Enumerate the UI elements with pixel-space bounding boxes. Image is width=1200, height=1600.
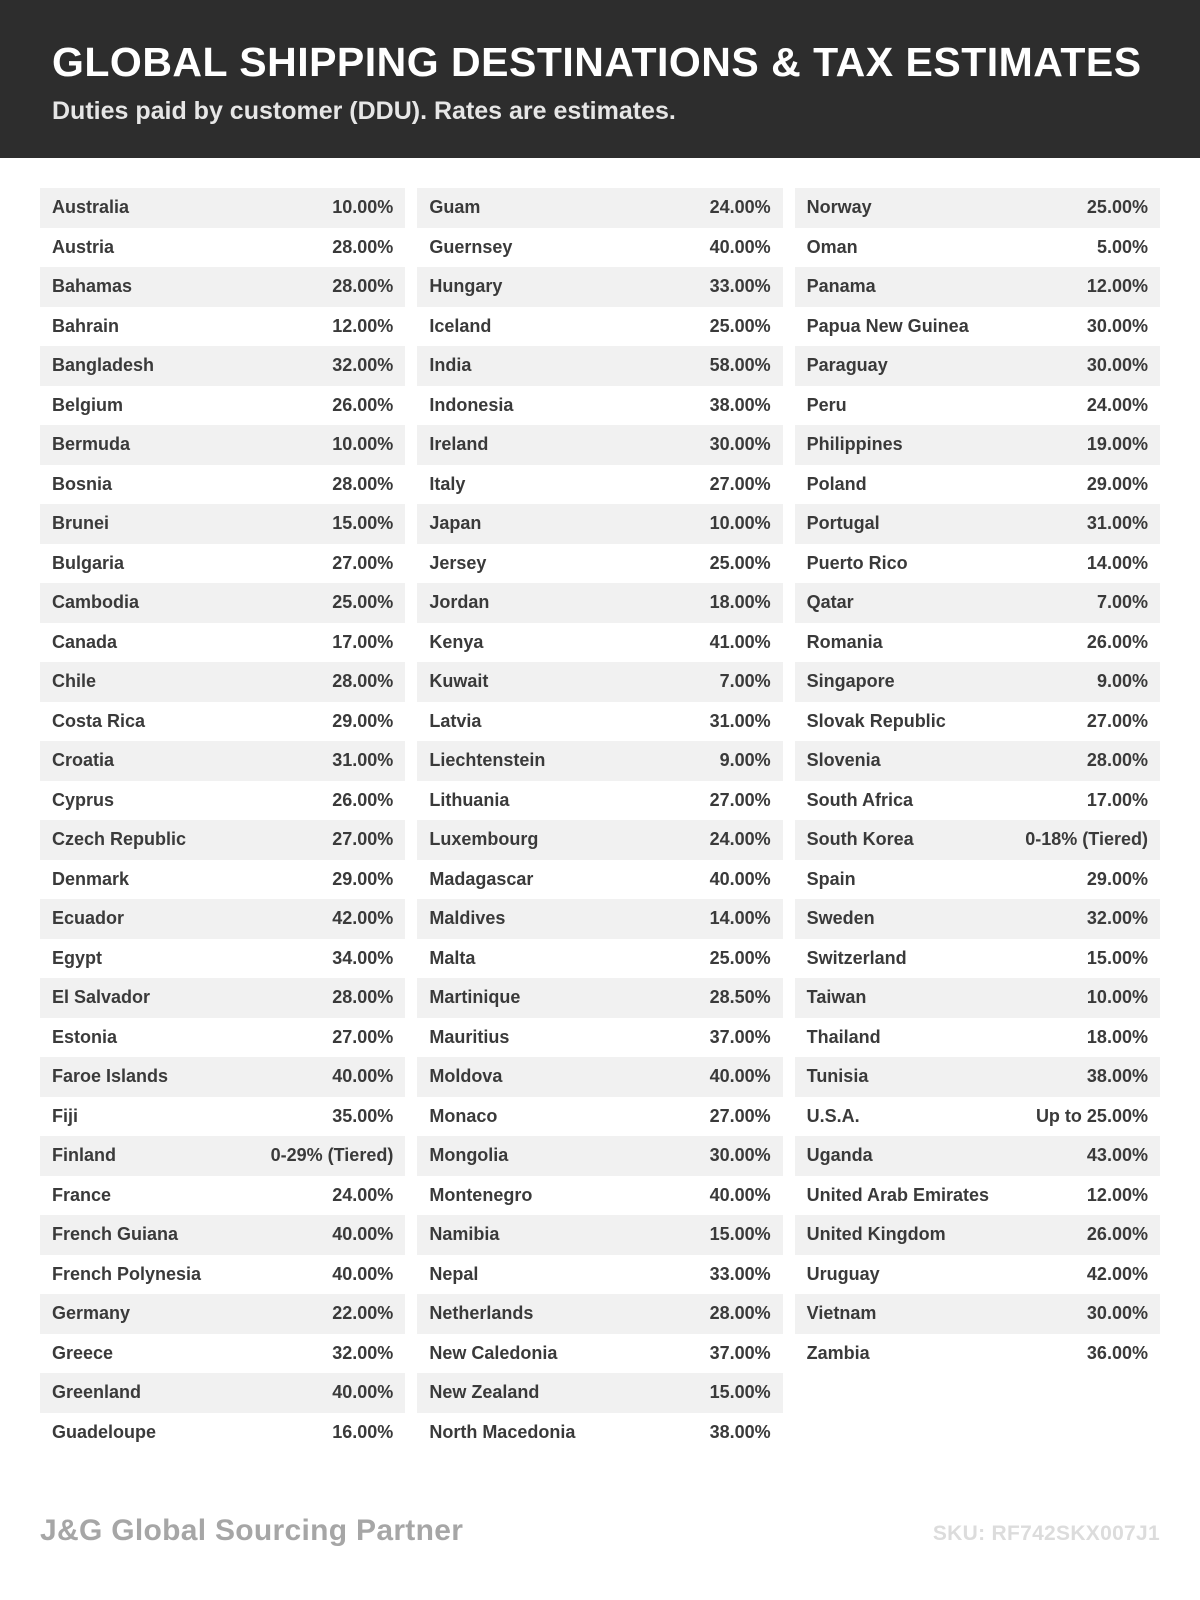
tax-rate: 0-18% (Tiered) bbox=[1025, 829, 1148, 850]
country-name: Canada bbox=[52, 631, 118, 652]
country-name: Croatia bbox=[52, 750, 115, 771]
tax-rate: 30.00% bbox=[1086, 315, 1148, 336]
tax-rate: 18.00% bbox=[1086, 1026, 1148, 1047]
table-row bbox=[795, 504, 1160, 544]
rate-column bbox=[417, 188, 782, 1452]
country-name: Slovenia bbox=[806, 750, 881, 771]
table-row bbox=[795, 662, 1160, 702]
tax-rate: 29.00% bbox=[332, 868, 394, 889]
country-name: Romania bbox=[806, 631, 883, 652]
table-row bbox=[40, 504, 405, 544]
table-row bbox=[417, 741, 782, 781]
country-name: Italy bbox=[429, 473, 466, 494]
country-name: Hungary bbox=[429, 276, 503, 297]
tax-rate: 7.00% bbox=[1096, 592, 1148, 613]
country-name: Namibia bbox=[429, 1224, 500, 1245]
tax-rate: 37.00% bbox=[709, 1026, 771, 1047]
tax-rate: 27.00% bbox=[709, 1105, 771, 1126]
country-name: Guam bbox=[429, 197, 481, 218]
tax-rate: 40.00% bbox=[332, 1263, 394, 1284]
country-name: Faroe Islands bbox=[52, 1066, 169, 1087]
table-row bbox=[417, 623, 782, 663]
country-name: Slovak Republic bbox=[806, 710, 946, 731]
country-name: New Caledonia bbox=[429, 1342, 558, 1363]
country-name: Montenegro bbox=[429, 1184, 533, 1205]
table-row bbox=[40, 662, 405, 702]
country-name: Oman bbox=[806, 236, 858, 257]
tax-rate: 40.00% bbox=[709, 868, 771, 889]
tax-rate: 15.00% bbox=[332, 513, 394, 534]
table-row bbox=[417, 544, 782, 584]
tax-rate: Up to 25.00% bbox=[1035, 1105, 1148, 1126]
table-row bbox=[417, 820, 782, 860]
table-row bbox=[795, 899, 1160, 939]
table-row bbox=[40, 1057, 405, 1097]
table-row bbox=[795, 978, 1160, 1018]
tax-rate: 24.00% bbox=[332, 1184, 394, 1205]
table-row bbox=[40, 267, 405, 307]
table-row bbox=[40, 583, 405, 623]
tax-rate: 42.00% bbox=[1086, 1263, 1148, 1284]
country-name: Malta bbox=[429, 947, 476, 968]
tax-rate: 28.00% bbox=[1086, 750, 1148, 771]
tax-rate: 27.00% bbox=[709, 473, 771, 494]
country-name: Panama bbox=[806, 276, 876, 297]
country-name: French Guiana bbox=[52, 1224, 179, 1245]
tax-rate: 40.00% bbox=[332, 1224, 394, 1245]
tax-rate: 41.00% bbox=[709, 631, 771, 652]
table-row bbox=[417, 781, 782, 821]
table-row bbox=[417, 188, 782, 228]
tax-rate: 33.00% bbox=[709, 1263, 771, 1284]
country-name: Uganda bbox=[806, 1145, 873, 1166]
table-row bbox=[40, 1373, 405, 1413]
country-name: Finland bbox=[52, 1145, 116, 1166]
table-row bbox=[795, 702, 1160, 742]
table-row bbox=[795, 228, 1160, 268]
page-subtitle: Duties paid by customer (DDU). Rates are estimates. bbox=[52, 97, 676, 126]
tax-rate: 26.00% bbox=[332, 394, 394, 415]
tax-rate: 12.00% bbox=[1086, 276, 1148, 297]
table-row bbox=[795, 741, 1160, 781]
country-name: Brunei bbox=[52, 513, 110, 534]
country-name: Iceland bbox=[429, 315, 492, 336]
table-row bbox=[795, 1334, 1160, 1374]
country-name: Norway bbox=[806, 197, 872, 218]
country-name: Puerto Rico bbox=[806, 552, 908, 573]
tax-rate: 27.00% bbox=[332, 552, 394, 573]
table-row bbox=[795, 307, 1160, 347]
tax-rate: 27.00% bbox=[332, 1026, 394, 1047]
tax-rate: 9.00% bbox=[719, 750, 771, 771]
table-row bbox=[40, 307, 405, 347]
table-row bbox=[417, 228, 782, 268]
table-row bbox=[417, 1373, 782, 1413]
country-name: Denmark bbox=[52, 868, 130, 889]
tax-rate: 28.50% bbox=[709, 987, 771, 1008]
tax-rate: 12.00% bbox=[332, 315, 394, 336]
tax-rate: 29.00% bbox=[1086, 868, 1148, 889]
country-name: Guadeloupe bbox=[52, 1421, 157, 1442]
table-row bbox=[417, 465, 782, 505]
country-name: Bosnia bbox=[52, 473, 113, 494]
table-row bbox=[40, 1097, 405, 1137]
tax-rate: 40.00% bbox=[709, 1066, 771, 1087]
country-name: India bbox=[429, 355, 472, 376]
table-row bbox=[40, 1294, 405, 1334]
page-footer bbox=[40, 1514, 1160, 1588]
tax-rate: 25.00% bbox=[709, 315, 771, 336]
tax-rate: 31.00% bbox=[1086, 513, 1148, 534]
table-row bbox=[40, 1334, 405, 1374]
country-name: Latvia bbox=[429, 710, 482, 731]
country-name: Bulgaria bbox=[52, 552, 125, 573]
table-row bbox=[417, 978, 782, 1018]
tax-rate: 25.00% bbox=[709, 947, 771, 968]
tax-rate: 10.00% bbox=[709, 513, 771, 534]
tax-rate: 24.00% bbox=[1086, 394, 1148, 415]
tax-rate: 9.00% bbox=[1096, 671, 1148, 692]
table-row bbox=[795, 1136, 1160, 1176]
table-row bbox=[417, 504, 782, 544]
tax-rate: 32.00% bbox=[1086, 908, 1148, 929]
country-name: New Zealand bbox=[429, 1382, 540, 1403]
table-row bbox=[40, 1215, 405, 1255]
table-row bbox=[40, 978, 405, 1018]
country-name: Thailand bbox=[806, 1026, 881, 1047]
table-row bbox=[795, 346, 1160, 386]
tax-rate: 31.00% bbox=[709, 710, 771, 731]
table-row bbox=[795, 1176, 1160, 1216]
tax-rate: 28.00% bbox=[332, 473, 394, 494]
table-row bbox=[40, 860, 405, 900]
country-name: Cambodia bbox=[52, 592, 140, 613]
tax-rate: 38.00% bbox=[1086, 1066, 1148, 1087]
country-name: Greenland bbox=[52, 1382, 142, 1403]
tax-rate: 12.00% bbox=[1086, 1184, 1148, 1205]
table-row bbox=[795, 1018, 1160, 1058]
country-name: Moldova bbox=[429, 1066, 503, 1087]
country-name: Monaco bbox=[429, 1105, 498, 1126]
table-row bbox=[40, 1255, 405, 1295]
country-name: Tunisia bbox=[806, 1066, 869, 1087]
country-name: Jersey bbox=[429, 552, 487, 573]
table-row bbox=[795, 781, 1160, 821]
sku-label: SKU: RF742SKX007J1 bbox=[932, 1522, 1160, 1546]
tax-rate: 10.00% bbox=[332, 434, 394, 455]
country-name: Lithuania bbox=[429, 789, 510, 810]
country-name: Zambia bbox=[806, 1342, 870, 1363]
tax-rate: 24.00% bbox=[709, 197, 771, 218]
country-name: Fiji bbox=[52, 1105, 78, 1126]
country-name: Ecuador bbox=[52, 908, 125, 929]
tax-rate: 37.00% bbox=[709, 1342, 771, 1363]
brand-name: J&G Global Sourcing Partner bbox=[40, 1514, 464, 1548]
tax-rate: 38.00% bbox=[709, 1421, 771, 1442]
country-name: Kenya bbox=[429, 631, 484, 652]
table-row bbox=[795, 544, 1160, 584]
country-name: Sweden bbox=[806, 908, 875, 929]
tax-rate: 10.00% bbox=[332, 197, 394, 218]
tax-rate: 40.00% bbox=[332, 1066, 394, 1087]
country-name: Martinique bbox=[429, 987, 521, 1008]
country-name: Bahamas bbox=[52, 276, 133, 297]
table-row bbox=[40, 781, 405, 821]
country-name: South Korea bbox=[806, 829, 914, 850]
tax-rate: 26.00% bbox=[1086, 1224, 1148, 1245]
country-name: Switzerland bbox=[806, 947, 907, 968]
tax-rate: 17.00% bbox=[332, 631, 394, 652]
tax-rate: 58.00% bbox=[709, 355, 771, 376]
table-row bbox=[795, 583, 1160, 623]
country-name: France bbox=[52, 1184, 112, 1205]
table-row bbox=[417, 267, 782, 307]
table-row bbox=[417, 386, 782, 426]
tax-rate: 28.00% bbox=[709, 1303, 771, 1324]
country-name: Vietnam bbox=[806, 1303, 877, 1324]
tax-rate: 30.00% bbox=[709, 434, 771, 455]
table-row bbox=[795, 820, 1160, 860]
country-name: Paraguay bbox=[806, 355, 888, 376]
country-name: Belgium bbox=[52, 394, 124, 415]
country-name: El Salvador bbox=[52, 987, 151, 1008]
country-name: Egypt bbox=[52, 947, 103, 968]
table-row bbox=[40, 346, 405, 386]
tax-rate: 40.00% bbox=[332, 1382, 394, 1403]
table-row bbox=[795, 1215, 1160, 1255]
country-name: Austria bbox=[52, 236, 115, 257]
table-row bbox=[795, 425, 1160, 465]
tax-rate: 15.00% bbox=[709, 1382, 771, 1403]
table-row bbox=[417, 583, 782, 623]
country-name: U.S.A. bbox=[806, 1105, 860, 1126]
table-row bbox=[40, 1018, 405, 1058]
table-row bbox=[795, 267, 1160, 307]
tax-rate: 30.00% bbox=[1086, 355, 1148, 376]
tax-rate: 28.00% bbox=[332, 671, 394, 692]
tax-rate: 35.00% bbox=[332, 1105, 394, 1126]
country-name: Luxembourg bbox=[429, 829, 539, 850]
tax-rate: 42.00% bbox=[332, 908, 394, 929]
country-name: Czech Republic bbox=[52, 829, 187, 850]
country-name: Mauritius bbox=[429, 1026, 510, 1047]
table-row bbox=[40, 741, 405, 781]
tax-rate: 14.00% bbox=[709, 908, 771, 929]
country-name: United Arab Emirates bbox=[806, 1184, 990, 1205]
rate-column bbox=[795, 188, 1160, 1373]
table-row bbox=[417, 702, 782, 742]
country-name: Madagascar bbox=[429, 868, 534, 889]
rate-column bbox=[40, 188, 405, 1452]
tax-rate: 28.00% bbox=[332, 236, 394, 257]
table-row bbox=[40, 425, 405, 465]
tax-rate: 25.00% bbox=[709, 552, 771, 573]
tax-rate: 25.00% bbox=[1086, 197, 1148, 218]
tax-rate: 15.00% bbox=[709, 1224, 771, 1245]
table-row bbox=[795, 386, 1160, 426]
table-row bbox=[417, 1255, 782, 1295]
table-row bbox=[40, 1136, 405, 1176]
table-row bbox=[417, 1294, 782, 1334]
tax-rate: 7.00% bbox=[719, 671, 771, 692]
tax-rate: 0-29% (Tiered) bbox=[270, 1145, 394, 1166]
country-name: Costa Rica bbox=[52, 710, 146, 731]
tax-rate: 30.00% bbox=[709, 1145, 771, 1166]
tax-rate: 29.00% bbox=[332, 710, 394, 731]
table-row bbox=[417, 1057, 782, 1097]
country-name: Uruguay bbox=[806, 1263, 880, 1284]
country-name: Jordan bbox=[429, 592, 490, 613]
country-name: Estonia bbox=[52, 1026, 118, 1047]
tax-rate: 15.00% bbox=[1086, 947, 1148, 968]
table-row bbox=[795, 939, 1160, 979]
table-row bbox=[40, 1413, 405, 1453]
rates-table bbox=[40, 188, 1160, 1452]
tax-rate: 27.00% bbox=[1086, 710, 1148, 731]
tax-rate: 24.00% bbox=[709, 829, 771, 850]
country-name: Taiwan bbox=[806, 987, 867, 1008]
country-name: Cyprus bbox=[52, 789, 115, 810]
table-row bbox=[40, 702, 405, 742]
country-name: Portugal bbox=[806, 513, 880, 534]
tax-rate: 22.00% bbox=[332, 1303, 394, 1324]
page-header bbox=[0, 0, 1200, 158]
country-name: Spain bbox=[806, 868, 856, 889]
country-name: Ireland bbox=[429, 434, 489, 455]
table-row bbox=[417, 307, 782, 347]
tax-rate: 10.00% bbox=[1086, 987, 1148, 1008]
table-row bbox=[40, 1176, 405, 1216]
country-name: Germany bbox=[52, 1303, 131, 1324]
tax-rate: 38.00% bbox=[709, 394, 771, 415]
tax-rate: 16.00% bbox=[332, 1421, 394, 1442]
tax-rate: 40.00% bbox=[709, 236, 771, 257]
table-row bbox=[795, 1294, 1160, 1334]
tax-rate: 32.00% bbox=[332, 355, 394, 376]
table-row bbox=[417, 425, 782, 465]
country-name: Chile bbox=[52, 671, 97, 692]
table-row bbox=[40, 820, 405, 860]
tax-rate: 31.00% bbox=[332, 750, 394, 771]
table-row bbox=[417, 1413, 782, 1453]
table-row bbox=[417, 860, 782, 900]
tax-rate: 19.00% bbox=[1086, 434, 1148, 455]
country-name: Mongolia bbox=[429, 1145, 509, 1166]
tax-rate: 17.00% bbox=[1086, 789, 1148, 810]
country-name: Bermuda bbox=[52, 434, 131, 455]
country-name: Maldives bbox=[429, 908, 506, 929]
table-row bbox=[795, 623, 1160, 663]
table-row bbox=[417, 1215, 782, 1255]
country-name: Nepal bbox=[429, 1263, 479, 1284]
tax-rate: 5.00% bbox=[1096, 236, 1148, 257]
table-row bbox=[40, 939, 405, 979]
country-name: Australia bbox=[52, 197, 130, 218]
table-row bbox=[417, 1097, 782, 1137]
tax-rate: 27.00% bbox=[332, 829, 394, 850]
table-row bbox=[40, 188, 405, 228]
country-name: Poland bbox=[806, 473, 867, 494]
tax-rate: 40.00% bbox=[709, 1184, 771, 1205]
tax-rate: 28.00% bbox=[332, 987, 394, 1008]
table-row bbox=[417, 1136, 782, 1176]
table-row bbox=[40, 623, 405, 663]
tax-rate: 25.00% bbox=[332, 592, 394, 613]
country-name: Qatar bbox=[806, 592, 854, 613]
country-name: French Polynesia bbox=[52, 1263, 202, 1284]
country-name: Liechtenstein bbox=[429, 750, 546, 771]
table-row bbox=[795, 860, 1160, 900]
country-name: Netherlands bbox=[429, 1303, 534, 1324]
country-name: Papua New Guinea bbox=[806, 315, 969, 336]
table-row bbox=[417, 346, 782, 386]
country-name: Kuwait bbox=[429, 671, 489, 692]
country-name: Indonesia bbox=[429, 394, 514, 415]
tax-rate: 28.00% bbox=[332, 276, 394, 297]
tax-rate: 26.00% bbox=[332, 789, 394, 810]
table-row bbox=[795, 188, 1160, 228]
tax-rate: 32.00% bbox=[332, 1342, 394, 1363]
table-row bbox=[795, 1255, 1160, 1295]
country-name: North Macedonia bbox=[429, 1421, 576, 1442]
tax-rate: 14.00% bbox=[1086, 552, 1148, 573]
table-row bbox=[40, 544, 405, 584]
country-name: Guernsey bbox=[429, 236, 513, 257]
tax-rate: 36.00% bbox=[1086, 1342, 1148, 1363]
tax-rate: 29.00% bbox=[1086, 473, 1148, 494]
tax-rate: 30.00% bbox=[1086, 1303, 1148, 1324]
tax-rate: 27.00% bbox=[709, 789, 771, 810]
tax-rate: 43.00% bbox=[1086, 1145, 1148, 1166]
table-row bbox=[417, 1176, 782, 1216]
table-row bbox=[40, 228, 405, 268]
country-name: Japan bbox=[429, 513, 482, 534]
tax-rate: 26.00% bbox=[1086, 631, 1148, 652]
country-name: South Africa bbox=[806, 789, 913, 810]
table-row bbox=[795, 1057, 1160, 1097]
table-row bbox=[417, 1018, 782, 1058]
tax-rate: 34.00% bbox=[332, 947, 394, 968]
table-row bbox=[40, 465, 405, 505]
country-name: United Kingdom bbox=[806, 1224, 946, 1245]
page-title: GLOBAL SHIPPING DESTINATIONS & TAX ESTIMATES bbox=[52, 39, 1142, 85]
table-row bbox=[417, 662, 782, 702]
table-row bbox=[417, 899, 782, 939]
country-name: Bahrain bbox=[52, 315, 120, 336]
country-name: Philippines bbox=[806, 434, 903, 455]
country-name: Peru bbox=[806, 394, 847, 415]
table-row bbox=[417, 1334, 782, 1374]
country-name: Singapore bbox=[806, 671, 895, 692]
table-row bbox=[40, 899, 405, 939]
tax-rate: 33.00% bbox=[709, 276, 771, 297]
tax-rate: 18.00% bbox=[709, 592, 771, 613]
table-row bbox=[795, 1097, 1160, 1137]
table-row bbox=[40, 386, 405, 426]
table-row bbox=[417, 939, 782, 979]
country-name: Greece bbox=[52, 1342, 114, 1363]
country-name: Bangladesh bbox=[52, 355, 155, 376]
table-row bbox=[795, 465, 1160, 505]
